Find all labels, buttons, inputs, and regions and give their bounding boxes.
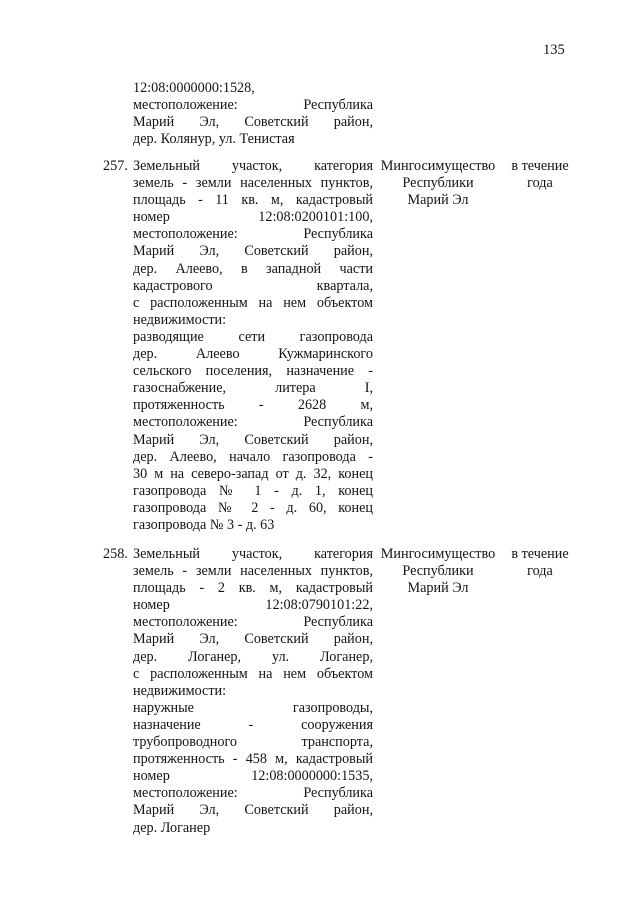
description-line: дер. Колянур, ул. Тенистая bbox=[133, 131, 295, 148]
description-line: Марий Эл, Советский район, bbox=[133, 243, 373, 260]
description-line: протяженность - 458 м, кадастровый bbox=[133, 751, 373, 768]
item-term bbox=[507, 158, 573, 192]
description-line: 30 м на северо-запад от д. 32, конец bbox=[133, 465, 373, 482]
description-line: протяженность - 2628 м, bbox=[133, 397, 373, 414]
page-number: 135 bbox=[543, 42, 565, 58]
owner-line: Республики bbox=[402, 563, 474, 580]
description-line: газопровода № 3 - д. 63 bbox=[133, 516, 275, 533]
item-description bbox=[133, 546, 373, 837]
description-line: Марий Эл, Советский район, bbox=[133, 431, 373, 448]
description-line: дер. Логанер, ул. Логанер, bbox=[133, 648, 373, 665]
description-line: местоположение: Республика bbox=[133, 785, 373, 802]
term-line: года bbox=[527, 175, 553, 192]
description-line: 12:08:0000000:1528, bbox=[133, 80, 255, 96]
description-line: Земельный участок, категория bbox=[133, 546, 373, 562]
owner-line: Марий Эл bbox=[407, 580, 469, 597]
description-line: площадь - 11 кв. м, кадастровый bbox=[133, 192, 373, 209]
description-line: дер. Алеево Кужмаринского bbox=[133, 346, 373, 363]
item-owner bbox=[373, 158, 503, 209]
owner-line: Мингосимущество bbox=[380, 158, 496, 174]
description-line: местоположение: Республика bbox=[133, 414, 373, 431]
description-line: газопровода № 2 - д. 60, конец bbox=[133, 499, 373, 516]
description-line: разводящие сети газопровода bbox=[133, 328, 373, 345]
item-number: 258. bbox=[103, 546, 128, 562]
description-line: Марий Эл, Советский район, bbox=[133, 631, 373, 648]
description-line: номер 12:08:0790101:22, bbox=[133, 597, 373, 614]
term-line: в течение bbox=[511, 546, 569, 562]
item-description bbox=[133, 158, 373, 534]
owner-line: Мингосимущество bbox=[380, 546, 496, 562]
description-line: местоположение: Республика bbox=[133, 97, 373, 114]
description-line: дер. Алеево, начало газопровода - bbox=[133, 448, 373, 465]
owner-line: Марий Эл bbox=[407, 192, 469, 209]
description-line: земель - земли населенных пунктов, bbox=[133, 563, 373, 580]
description-line: газоснабжение, литера I, bbox=[133, 380, 373, 397]
description-line: площадь - 2 кв. м, кадастровый bbox=[133, 580, 373, 597]
item-number: 257. bbox=[103, 158, 128, 174]
description-line: номер 12:08:0200101:100, bbox=[133, 209, 373, 226]
description-line: недвижимости: bbox=[133, 682, 227, 699]
description-line: Земельный участок, категория bbox=[133, 158, 373, 174]
owner-line: Республики bbox=[402, 175, 474, 192]
description-line: Марий Эл, Советский район, bbox=[133, 802, 373, 819]
term-line: в течение bbox=[511, 158, 569, 174]
description-line: сельского поселения, назначение - bbox=[133, 363, 373, 380]
description-line: назначение - сооружения bbox=[133, 716, 373, 733]
description-line: дер. Логанер bbox=[133, 819, 211, 836]
description-line: трубопроводного транспорта, bbox=[133, 734, 373, 751]
description-line: с расположенным на нем объектом bbox=[133, 294, 373, 311]
description-line: Марий Эл, Советский район, bbox=[133, 114, 373, 131]
continuation-description bbox=[133, 80, 373, 148]
description-line: с расположенным на нем объектом bbox=[133, 665, 373, 682]
description-line: местоположение: Республика bbox=[133, 226, 373, 243]
description-line: газопровода № 1 - д. 1, конец bbox=[133, 482, 373, 499]
description-line: недвижимости: bbox=[133, 311, 227, 328]
description-line: наружные газопроводы, bbox=[133, 699, 373, 716]
term-line: года bbox=[527, 563, 553, 580]
item-owner bbox=[373, 546, 503, 597]
description-line: кадастрового квартала, bbox=[133, 277, 373, 294]
description-line: номер 12:08:0000000:1535, bbox=[133, 768, 373, 785]
item-term bbox=[507, 546, 573, 580]
description-line: земель - земли населенных пунктов, bbox=[133, 175, 373, 192]
description-line: местоположение: Республика bbox=[133, 614, 373, 631]
description-line: дер. Алеево, в западной части bbox=[133, 260, 373, 277]
